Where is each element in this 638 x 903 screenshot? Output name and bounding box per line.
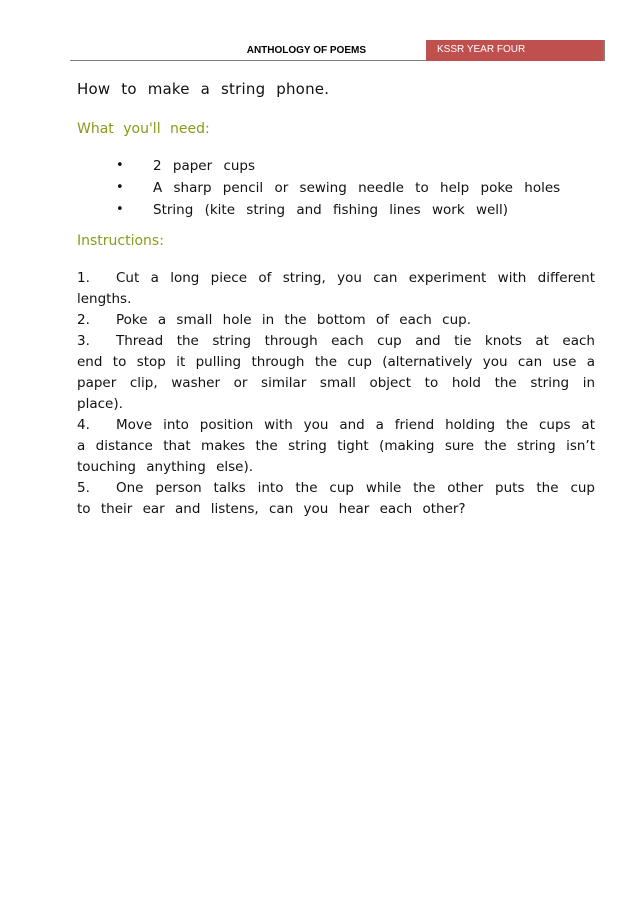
step-number: 2. <box>77 312 90 328</box>
step-number: 1. <box>77 270 90 286</box>
bullet-icon: • <box>116 158 124 173</box>
step-text: One person talks into the cup while the other puts the cup to their ear and listens, can you hear each other? <box>77 480 595 517</box>
instructions-heading: Instructions: <box>77 233 164 249</box>
step-text: Poke a small hole in the bottom of each cup. <box>116 312 471 328</box>
list-item-text: 2 paper cups <box>153 158 256 174</box>
step-number: 3. <box>77 333 90 349</box>
step-number: 4. <box>77 417 90 433</box>
instruction-step <box>77 268 595 310</box>
step-text: Cut a long piece of string, you can experiment with different lengths. <box>77 270 595 307</box>
step-text: Thread the string through each cup and tie knots at each end to stop it pulling through the cup (alternatively you can use a paper clip, washer or similar small object to hold the string in place). <box>77 333 595 412</box>
instructions-list <box>77 268 595 520</box>
instruction-step <box>77 331 595 415</box>
instruction-step <box>77 415 595 478</box>
needs-heading: What you'll need: <box>77 121 210 137</box>
header-tag: KSSR YEAR FOUR <box>437 44 526 55</box>
bullet-icon: • <box>116 180 124 195</box>
instruction-step <box>77 478 595 520</box>
list-item-text: String (kite string and fishing lines work well) <box>153 202 509 218</box>
instruction-step <box>77 310 595 331</box>
bullet-icon: • <box>116 202 124 217</box>
step-text: Move into position with you and a friend holding the cups at a distance that makes the string tight (making sure the string isn’t touching anything else). <box>77 417 595 475</box>
page-title: How to make a string phone. <box>77 80 330 98</box>
header-title: ANTHOLOGY OF POEMS <box>246 45 366 56</box>
list-item-text: A sharp pencil or sewing needle to help poke holes <box>153 180 561 196</box>
step-number: 5. <box>77 480 90 496</box>
